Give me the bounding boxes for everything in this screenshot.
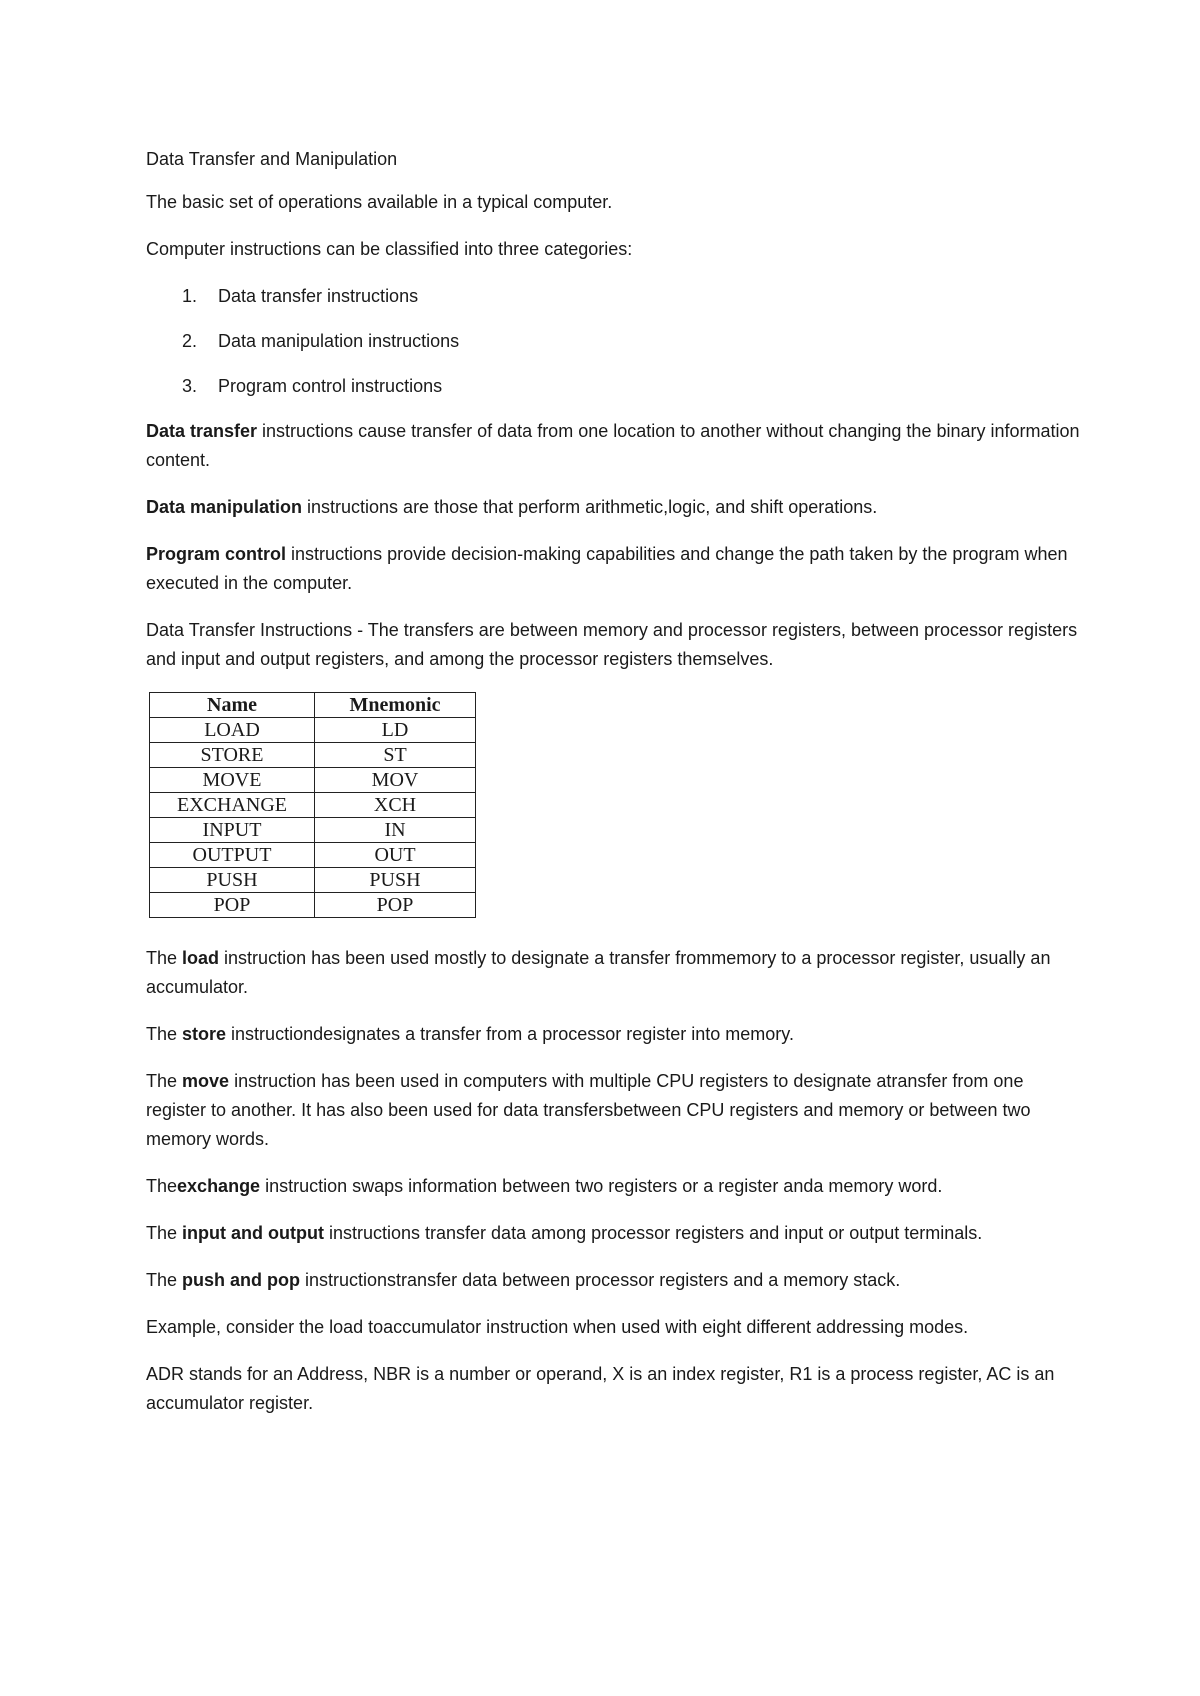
intro-paragraph: The basic set of operations available in a typical computer. <box>146 192 613 212</box>
push-pop-pre: The <box>146 1270 183 1290</box>
list-item: Data transfer instructions <box>218 286 419 306</box>
mnemonic-table <box>149 692 476 918</box>
example-paragraph: Example, consider the load toaccumulator instruction when used with eight different addressing modes. <box>146 1317 969 1337</box>
data-manipulation-text: instructions are those that perform arithmetic,logic, and shift operations. <box>302 497 878 517</box>
list-item: Program control instructions <box>218 376 443 396</box>
program-control-text: instructions provide decision-making capabilities and change the path taken by the program when executed in the computer. <box>146 544 1068 593</box>
store-text: instructiondesignates a transfer from a processor register into memory. <box>226 1024 794 1044</box>
move-explanation <box>146 1067 1080 1154</box>
data-transfer-text: instructions cause transfer of data from one location to another without changing the binary information content. <box>146 421 1080 470</box>
table-row <box>150 768 476 793</box>
data-transfer-definition <box>146 417 1080 475</box>
load-term: load <box>182 948 220 968</box>
table-cell-name: LOAD <box>150 718 315 743</box>
table-row <box>150 843 476 868</box>
move-text: instruction has been used in computers with multiple CPU registers to designate atransfer from one register to another. It has also been used for data transfersbetween CPU registers and memory or between two memory words. <box>146 1071 1031 1149</box>
table-cell-name: POP <box>150 893 315 918</box>
table-row <box>150 893 476 918</box>
table-cell-name: STORE <box>150 743 315 768</box>
data-manipulation-term: Data manipulation <box>146 497 303 517</box>
table-cell-name: OUTPUT <box>150 843 315 868</box>
load-text: instruction has been used mostly to designate a transfer frommemory to a processor register, usually an accumulator. <box>146 948 1051 997</box>
load-explanation <box>146 944 1080 1002</box>
table-cell-mnemonic: XCH <box>315 793 476 818</box>
program-control-term: Program control <box>146 544 287 564</box>
store-pre: The <box>146 1024 183 1044</box>
table-cell-mnemonic: MOV <box>315 768 476 793</box>
move-pre: The <box>146 1071 183 1091</box>
table-row <box>150 793 476 818</box>
push-pop-text: instructionstransfer data between processor registers and a memory stack. <box>300 1270 901 1290</box>
input-output-explanation <box>146 1219 1080 1248</box>
table-cell-name: MOVE <box>150 768 315 793</box>
store-term: store <box>182 1024 227 1044</box>
input-output-text: instructions transfer data among processor registers and input or output terminals. <box>323 1223 983 1243</box>
table-cell-mnemonic: LD <box>315 718 476 743</box>
exchange-term: exchange <box>177 1176 261 1196</box>
list-item: Data manipulation instructions <box>218 331 460 351</box>
push-pop-explanation <box>146 1266 1080 1295</box>
categories-intro: Computer instructions can be classified into three categories: <box>146 239 633 259</box>
table-row <box>150 868 476 893</box>
column-header-mnemonic: Mnemonic <box>315 693 476 718</box>
input-output-pre: The <box>146 1223 183 1243</box>
column-header-name: Name <box>150 693 315 718</box>
program-control-definition <box>146 540 1080 598</box>
input-output-term: input and output <box>182 1223 324 1243</box>
legend-paragraph: ADR stands for an Address, NBR is a number or operand, X is an index register, R1 is a process register, AC is an accumulator register. <box>146 1364 1055 1413</box>
table-cell-mnemonic: PUSH <box>315 868 476 893</box>
table-cell-mnemonic: IN <box>315 818 476 843</box>
move-term: move <box>182 1071 230 1091</box>
store-explanation <box>146 1020 1080 1049</box>
exchange-text: instruction swaps information between two registers or a register anda memory word. <box>260 1176 943 1196</box>
table-cell-name: EXCHANGE <box>150 793 315 818</box>
categories-list <box>146 282 1080 401</box>
table-cell-name: INPUT <box>150 818 315 843</box>
data-transfer-term: Data transfer <box>146 421 258 441</box>
exchange-explanation <box>146 1172 1080 1201</box>
table-row <box>150 818 476 843</box>
table-header-row <box>150 693 476 718</box>
data-manipulation-definition <box>146 493 1080 522</box>
table-cell-mnemonic: OUT <box>315 843 476 868</box>
exchange-pre: The <box>146 1176 178 1196</box>
table-cell-name: PUSH <box>150 868 315 893</box>
table-row <box>150 718 476 743</box>
push-pop-term: push and pop <box>182 1270 301 1290</box>
transfer-intro-paragraph: Data Transfer Instructions - The transfers are between memory and processor registers, between processor registers and input and output registers, and among the processor registers themselves. <box>146 620 1078 669</box>
table-cell-mnemonic: POP <box>315 893 476 918</box>
document-title: Data Transfer and Manipulation <box>146 149 398 169</box>
load-pre: The <box>146 948 183 968</box>
table-row <box>150 743 476 768</box>
table-cell-mnemonic: ST <box>315 743 476 768</box>
